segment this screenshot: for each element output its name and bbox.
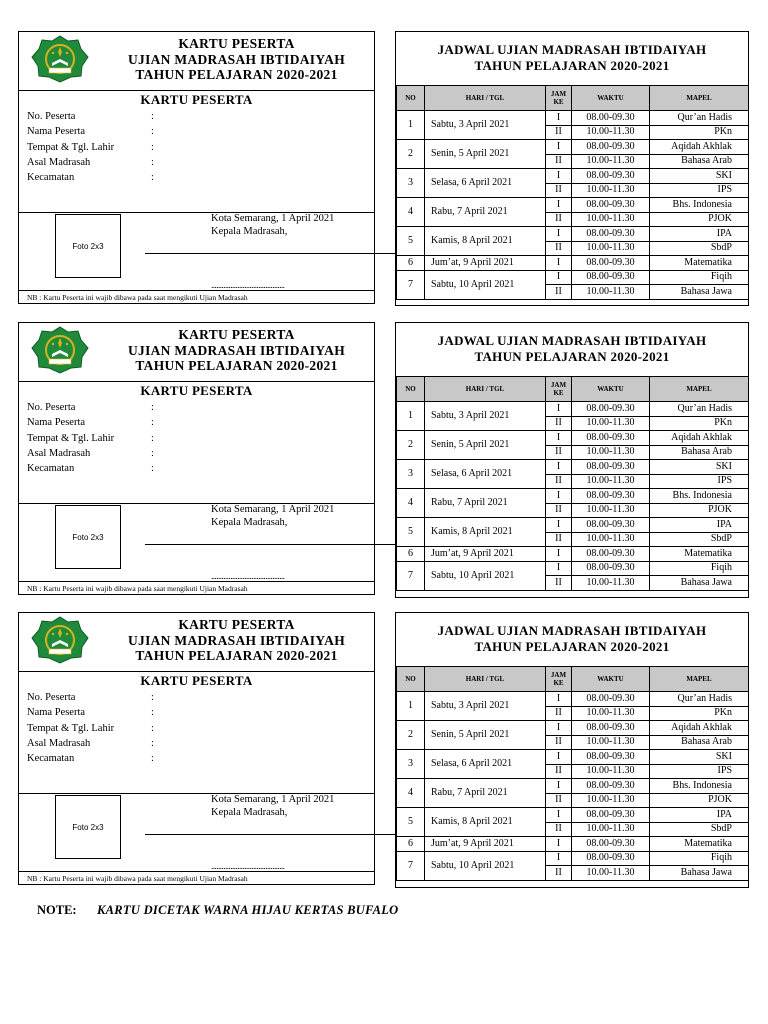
subject: Qur’an Hadis: [650, 692, 749, 707]
card-subtitle: KARTU PESERTA: [19, 671, 374, 689]
photo-box: [55, 214, 121, 278]
subject: Fiqih: [650, 851, 749, 866]
row-number: 2: [397, 140, 425, 169]
session-time: 10.00-11.30: [572, 866, 650, 881]
row-number: 3: [397, 169, 425, 198]
table-row: [397, 270, 749, 285]
subject: SKI: [650, 460, 749, 475]
row-number: 2: [397, 431, 425, 460]
subject: Fiqih: [650, 561, 749, 576]
column-header: WAKTU: [572, 667, 650, 692]
column-header: NO: [397, 377, 425, 402]
subject: SKI: [650, 750, 749, 765]
session-number: II: [546, 764, 572, 779]
field-row: No. Peserta :: [27, 402, 154, 413]
subject: Aqidah Akhlak: [650, 431, 749, 446]
field-row: Tempat & Tgl. Lahir :: [27, 722, 154, 734]
kemenag-logo-icon: [31, 35, 89, 83]
city-date: Kota Semarang, 1 April 2021: [211, 504, 335, 515]
subject: IPS: [650, 183, 749, 198]
row-number: 6: [397, 547, 425, 562]
participant-fields: [27, 400, 154, 476]
session-number: I: [546, 489, 572, 504]
session-time: 10.00-11.30: [572, 706, 650, 721]
exam-day: Jum’at, 9 April 2021: [425, 837, 546, 852]
session-time: 10.00-11.30: [572, 241, 650, 256]
kemenag-logo-icon: [31, 616, 89, 664]
subject: Bahasa Jawa: [650, 576, 749, 591]
participant-card: [18, 612, 375, 885]
field-row: Kecamatan :: [27, 172, 154, 184]
column-header: HARI / TGL: [425, 667, 546, 692]
exam-day: Sabtu, 3 April 2021: [425, 111, 546, 140]
session-time: 08.00-09.30: [572, 198, 650, 213]
row-number: 3: [397, 750, 425, 779]
subject: Matematika: [650, 837, 749, 852]
session-number: II: [546, 285, 572, 300]
field-label: Kecamatan: [27, 753, 75, 765]
signature-line: ..........................................: [211, 861, 285, 871]
table-row: [397, 808, 749, 823]
table-row: [397, 256, 749, 271]
schedule-title: [396, 623, 748, 654]
field-row: Tempat & Tgl. Lahir :: [27, 432, 154, 444]
field-row: Asal Madrasah :: [27, 156, 154, 168]
row-number: 7: [397, 851, 425, 880]
table-row: [397, 111, 749, 126]
table-row: [397, 851, 749, 866]
exam-day: Sabtu, 10 April 2021: [425, 270, 546, 299]
row-number: 4: [397, 779, 425, 808]
field-label: No. Peserta: [27, 111, 76, 122]
exam-day: Selasa, 6 April 2021: [425, 169, 546, 198]
session-time: 10.00-11.30: [572, 445, 650, 460]
session-number: I: [546, 692, 572, 707]
card-title-line: KARTU PESERTA: [178, 36, 295, 51]
column-header: WAKTU: [572, 377, 650, 402]
exam-day: Sabtu, 3 April 2021: [425, 402, 546, 431]
field-row: Nama Peserta :: [27, 707, 154, 719]
schedule-title: [396, 333, 748, 364]
subject: Bahasa Arab: [650, 445, 749, 460]
session-time: 08.00-09.30: [572, 561, 650, 576]
exam-day: Sabtu, 10 April 2021: [425, 561, 546, 590]
schedule-title-line: JADWAL UJIAN MADRASAH IBTIDAIYAH: [437, 333, 707, 348]
card-title-line: UJIAN MADRASAH IBTIDAIYAH: [127, 342, 346, 358]
photo-label: Foto 2x3: [72, 532, 104, 542]
session-number: I: [546, 779, 572, 794]
session-time: 08.00-09.30: [572, 547, 650, 562]
column-header: JAM KE: [546, 377, 572, 402]
session-time: 10.00-11.30: [572, 416, 650, 431]
field-row: No. Peserta :: [27, 692, 154, 703]
subject: PJOK: [650, 503, 749, 518]
session-number: II: [546, 866, 572, 881]
session-number: I: [546, 256, 572, 271]
table-row: [397, 779, 749, 794]
column-header: HARI / TGL: [425, 86, 546, 111]
subject: PKn: [650, 416, 749, 431]
subject: PKn: [650, 706, 749, 721]
schedule-table: [396, 376, 749, 591]
photo-box: [55, 795, 121, 859]
subject: Qur’an Hadis: [650, 111, 749, 126]
field-label: Tempat & Tgl. Lahir: [27, 432, 115, 444]
subject: PJOK: [650, 212, 749, 227]
exam-day: Sabtu, 10 April 2021: [425, 851, 546, 880]
field-label: Asal Madrasah: [27, 156, 91, 168]
session-number: II: [546, 532, 572, 547]
card-title-line: UJIAN MADRASAH IBTIDAIYAH: [127, 632, 346, 648]
exam-day: Kamis, 8 April 2021: [425, 518, 546, 547]
field-row: Nama Peserta :: [27, 126, 154, 138]
session-time: 08.00-09.30: [572, 402, 650, 417]
subject: Aqidah Akhlak: [650, 140, 749, 155]
table-row: [397, 721, 749, 736]
city-date: Kota Semarang, 1 April 2021: [211, 213, 335, 224]
exam-day: Sabtu, 3 April 2021: [425, 692, 546, 721]
session-number: I: [546, 270, 572, 285]
column-header: WAKTU: [572, 86, 650, 111]
kemenag-logo-icon: [31, 326, 89, 374]
print-note: [37, 903, 399, 918]
exam-day: Jum’at, 9 April 2021: [425, 256, 546, 271]
exam-day: Rabu, 7 April 2021: [425, 198, 546, 227]
session-number: I: [546, 169, 572, 184]
table-header-row: [397, 667, 749, 692]
row-number: 4: [397, 489, 425, 518]
exam-day: Rabu, 7 April 2021: [425, 779, 546, 808]
session-number: I: [546, 198, 572, 213]
signer-title: Kepala Madrasah,: [211, 517, 288, 528]
exam-schedule: [395, 612, 749, 888]
session-time: 10.00-11.30: [572, 503, 650, 518]
session-time: 10.00-11.30: [572, 735, 650, 750]
row-number: 1: [397, 402, 425, 431]
nb-note: NB : Kartu Peserta ini wajib dibawa pada saat mengikuti Ujian Madrasah: [27, 293, 248, 302]
field-label: Nama Peserta: [27, 707, 86, 719]
field-label: No. Peserta: [27, 692, 76, 703]
table-row: [397, 750, 749, 765]
session-time: 10.00-11.30: [572, 576, 650, 591]
session-number: II: [546, 793, 572, 808]
session-number: II: [546, 416, 572, 431]
session-time: 08.00-09.30: [572, 140, 650, 155]
card-title: [99, 617, 374, 664]
note-text: KARTU DICETAK WARNA HIJAU KERTAS BUFALO: [97, 903, 399, 917]
connector-line: [145, 544, 395, 545]
table-row: [397, 227, 749, 242]
table-row: [397, 431, 749, 446]
row-number: 1: [397, 111, 425, 140]
nb-note: NB : Kartu Peserta ini wajib dibawa pada saat mengikuti Ujian Madrasah: [27, 584, 248, 593]
field-label: Kecamatan: [27, 172, 75, 184]
field-label: Asal Madrasah: [27, 737, 91, 749]
row-number: 6: [397, 256, 425, 271]
row-number: 2: [397, 721, 425, 750]
session-number: II: [546, 706, 572, 721]
signer-title: Kepala Madrasah,: [211, 807, 288, 818]
field-row: Kecamatan :: [27, 463, 154, 475]
session-number: II: [546, 474, 572, 489]
table-row: [397, 561, 749, 576]
exam-day: Rabu, 7 April 2021: [425, 489, 546, 518]
session-number: I: [546, 851, 572, 866]
subject: IPA: [650, 808, 749, 823]
card-title-line: UJIAN MADRASAH IBTIDAIYAH: [127, 51, 346, 67]
session-time: 08.00-09.30: [572, 489, 650, 504]
session-time: 08.00-09.30: [572, 837, 650, 852]
field-row: Asal Madrasah :: [27, 737, 154, 749]
row-number: 7: [397, 270, 425, 299]
exam-schedule: [395, 322, 749, 598]
divider: [19, 581, 374, 582]
subject: Matematika: [650, 547, 749, 562]
schedule-title-line: TAHUN PELAJARAN 2020-2021: [474, 348, 670, 364]
exam-day: Senin, 5 April 2021: [425, 431, 546, 460]
session-time: 08.00-09.30: [572, 111, 650, 126]
session-number: I: [546, 561, 572, 576]
subject: Bahasa Jawa: [650, 285, 749, 300]
session-time: 10.00-11.30: [572, 764, 650, 779]
subject: Aqidah Akhlak: [650, 721, 749, 736]
session-number: II: [546, 154, 572, 169]
session-time: 10.00-11.30: [572, 125, 650, 140]
session-number: II: [546, 183, 572, 198]
participant-card: [18, 31, 375, 304]
subject: Bahasa Arab: [650, 735, 749, 750]
participant-fields: [27, 109, 154, 185]
table-row: [397, 198, 749, 213]
session-time: 08.00-09.30: [572, 692, 650, 707]
session-time: 08.00-09.30: [572, 256, 650, 271]
session-time: 10.00-11.30: [572, 212, 650, 227]
field-row: Asal Madrasah :: [27, 447, 154, 459]
session-number: I: [546, 837, 572, 852]
exam-day: Senin, 5 April 2021: [425, 140, 546, 169]
subject: PJOK: [650, 793, 749, 808]
participant-fields: [27, 690, 154, 766]
field-row: No. Peserta :: [27, 111, 154, 122]
card-title-line: TAHUN PELAJARAN 2020-2021: [135, 648, 338, 663]
session-number: II: [546, 503, 572, 518]
session-number: I: [546, 227, 572, 242]
session-time: 10.00-11.30: [572, 793, 650, 808]
photo-box: [55, 505, 121, 569]
column-header: MAPEL: [650, 86, 749, 111]
subject: SbdP: [650, 241, 749, 256]
exam-day: Selasa, 6 April 2021: [425, 460, 546, 489]
signature-block: [211, 212, 334, 238]
card-title-line: KARTU PESERTA: [178, 327, 295, 342]
session-time: 08.00-09.30: [572, 431, 650, 446]
session-time: 08.00-09.30: [572, 460, 650, 475]
session-time: 10.00-11.30: [572, 532, 650, 547]
schedule-title: [396, 42, 748, 73]
schedule-title-line: TAHUN PELAJARAN 2020-2021: [474, 57, 670, 73]
nb-note: NB : Kartu Peserta ini wajib dibawa pada saat mengikuti Ujian Madrasah: [27, 874, 248, 883]
field-row: Nama Peserta :: [27, 417, 154, 429]
field-label: Nama Peserta: [27, 126, 86, 138]
signature-block: [211, 793, 334, 819]
signature-line: ..........................................: [211, 571, 285, 581]
field-label: Asal Madrasah: [27, 447, 91, 459]
photo-label: Foto 2x3: [72, 241, 104, 251]
participant-card: [18, 322, 375, 595]
table-row: [397, 518, 749, 533]
card-subtitle: KARTU PESERTA: [19, 90, 374, 108]
session-number: I: [546, 547, 572, 562]
subject: Bahasa Jawa: [650, 866, 749, 881]
session-number: II: [546, 576, 572, 591]
field-row: Kecamatan :: [27, 753, 154, 765]
card-title: [99, 36, 374, 83]
session-number: I: [546, 750, 572, 765]
table-row: [397, 489, 749, 504]
session-number: I: [546, 460, 572, 475]
card-title-line: TAHUN PELAJARAN 2020-2021: [135, 358, 338, 373]
session-number: II: [546, 445, 572, 460]
session-time: 10.00-11.30: [572, 154, 650, 169]
row-number: 5: [397, 227, 425, 256]
session-time: 08.00-09.30: [572, 808, 650, 823]
session-number: I: [546, 808, 572, 823]
session-time: 08.00-09.30: [572, 750, 650, 765]
table-row: [397, 837, 749, 852]
subject: Bhs. Indonesia: [650, 198, 749, 213]
row-number: 6: [397, 837, 425, 852]
exam-day: Senin, 5 April 2021: [425, 721, 546, 750]
field-label: Nama Peserta: [27, 417, 86, 429]
session-time: 08.00-09.30: [572, 721, 650, 736]
session-time: 10.00-11.30: [572, 474, 650, 489]
session-time: 08.00-09.30: [572, 169, 650, 184]
exam-day: Kamis, 8 April 2021: [425, 227, 546, 256]
table-row: [397, 547, 749, 562]
subject: Qur’an Hadis: [650, 402, 749, 417]
subject: SbdP: [650, 532, 749, 547]
session-time: 08.00-09.30: [572, 227, 650, 242]
session-number: II: [546, 735, 572, 750]
session-time: 08.00-09.30: [572, 270, 650, 285]
session-number: I: [546, 721, 572, 736]
city-date: Kota Semarang, 1 April 2021: [211, 794, 335, 805]
session-time: 10.00-11.30: [572, 183, 650, 198]
column-header: NO: [397, 86, 425, 111]
subject: IPS: [650, 474, 749, 489]
exam-day: Jum’at, 9 April 2021: [425, 547, 546, 562]
table-row: [397, 402, 749, 417]
card-subtitle: KARTU PESERTA: [19, 381, 374, 399]
subject: Fiqih: [650, 270, 749, 285]
table-header-row: [397, 377, 749, 402]
subject: Bahasa Arab: [650, 154, 749, 169]
card-title-line: KARTU PESERTA: [178, 617, 295, 632]
exam-schedule: [395, 31, 749, 306]
subject: IPA: [650, 518, 749, 533]
row-number: 5: [397, 808, 425, 837]
signature-line: ..........................................: [211, 280, 285, 290]
subject: PKn: [650, 125, 749, 140]
connector-line: [145, 834, 395, 835]
subject: IPS: [650, 764, 749, 779]
subject: SbdP: [650, 822, 749, 837]
row-number: 7: [397, 561, 425, 590]
session-number: I: [546, 518, 572, 533]
column-header: HARI / TGL: [425, 377, 546, 402]
session-number: II: [546, 822, 572, 837]
schedule-table: [396, 85, 749, 300]
field-row: Tempat & Tgl. Lahir :: [27, 141, 154, 153]
field-label: Kecamatan: [27, 463, 75, 475]
table-row: [397, 692, 749, 707]
field-label: No. Peserta: [27, 402, 76, 413]
session-number: II: [546, 241, 572, 256]
session-time: 08.00-09.30: [572, 779, 650, 794]
session-number: II: [546, 212, 572, 227]
session-number: I: [546, 431, 572, 446]
column-header: JAM KE: [546, 86, 572, 111]
session-time: 08.00-09.30: [572, 518, 650, 533]
signer-title: Kepala Madrasah,: [211, 226, 288, 237]
divider: [19, 290, 374, 291]
subject: Matematika: [650, 256, 749, 271]
subject: SKI: [650, 169, 749, 184]
note-label: NOTE:: [37, 903, 77, 917]
table-header-row: [397, 86, 749, 111]
exam-day: Selasa, 6 April 2021: [425, 750, 546, 779]
card-title-line: TAHUN PELAJARAN 2020-2021: [135, 67, 338, 82]
schedule-title-line: TAHUN PELAJARAN 2020-2021: [474, 638, 670, 654]
table-row: [397, 460, 749, 475]
divider: [19, 871, 374, 872]
row-number: 1: [397, 692, 425, 721]
table-row: [397, 140, 749, 155]
row-number: 5: [397, 518, 425, 547]
connector-line: [145, 253, 395, 254]
session-number: I: [546, 140, 572, 155]
schedule-title-line: JADWAL UJIAN MADRASAH IBTIDAIYAH: [437, 623, 707, 638]
session-time: 10.00-11.30: [572, 285, 650, 300]
photo-label: Foto 2x3: [72, 822, 104, 832]
schedule-table: [396, 666, 749, 881]
session-number: I: [546, 402, 572, 417]
subject: IPA: [650, 227, 749, 242]
session-number: I: [546, 111, 572, 126]
exam-day: Kamis, 8 April 2021: [425, 808, 546, 837]
row-number: 4: [397, 198, 425, 227]
session-number: II: [546, 125, 572, 140]
column-header: MAPEL: [650, 377, 749, 402]
field-label: Tempat & Tgl. Lahir: [27, 722, 115, 734]
column-header: JAM KE: [546, 667, 572, 692]
session-time: 08.00-09.30: [572, 851, 650, 866]
card-title: [99, 327, 374, 374]
column-header: NO: [397, 667, 425, 692]
signature-block: [211, 503, 334, 529]
column-header: MAPEL: [650, 667, 749, 692]
schedule-title-line: JADWAL UJIAN MADRASAH IBTIDAIYAH: [437, 42, 707, 57]
table-row: [397, 169, 749, 184]
session-time: 10.00-11.30: [572, 822, 650, 837]
field-label: Tempat & Tgl. Lahir: [27, 141, 115, 153]
row-number: 3: [397, 460, 425, 489]
subject: Bhs. Indonesia: [650, 779, 749, 794]
subject: Bhs. Indonesia: [650, 489, 749, 504]
